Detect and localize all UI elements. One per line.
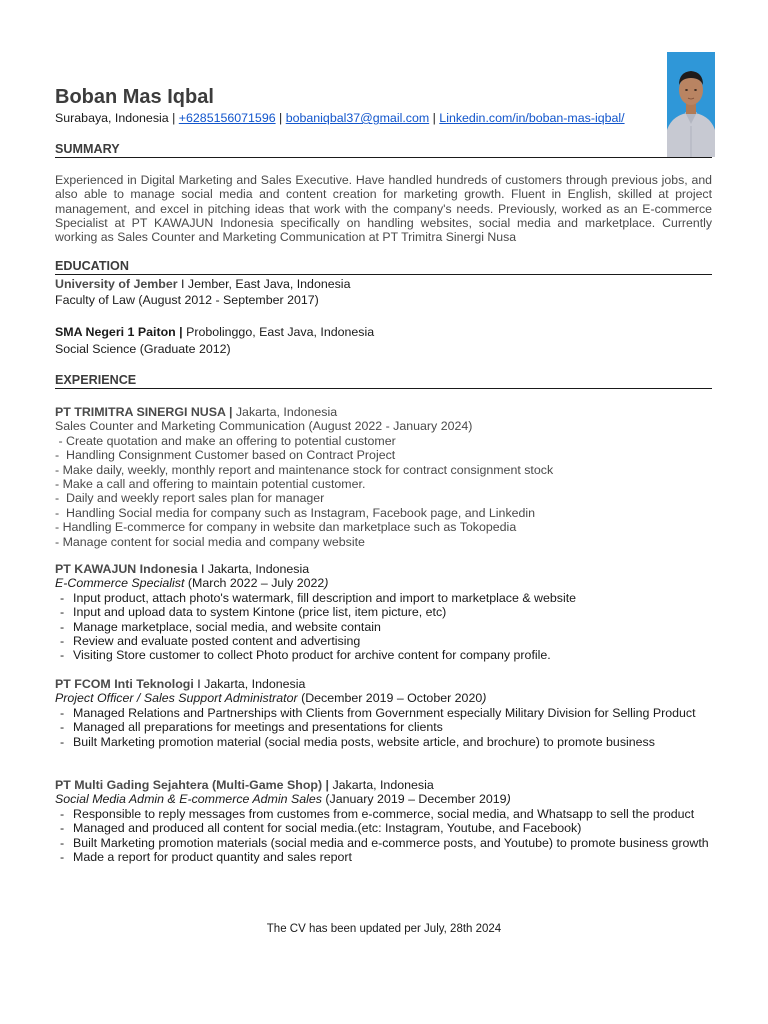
duty-item: - Responsible to reply messages from customes from e-commerce, social media, and Whatsapp to sell the product bbox=[55, 807, 718, 821]
duty-list bbox=[55, 591, 735, 663]
job-role: Sales Counter and Marketing Communication (August 2022 - January 2024) bbox=[55, 419, 473, 434]
role-line bbox=[55, 792, 735, 806]
education-entry bbox=[55, 325, 735, 357]
title-separator: I bbox=[177, 277, 188, 291]
role-line bbox=[55, 576, 735, 590]
company-name: PT TRIMITRA SINERGI NUSA bbox=[55, 405, 226, 419]
company-place: Jakarta, Indonesia bbox=[204, 677, 306, 691]
job-role: E-Commerce Specialist bbox=[55, 576, 185, 591]
school-name: University of Jember bbox=[55, 277, 178, 291]
job-dates: (December 2019 – October 2020 bbox=[297, 691, 483, 706]
company-line bbox=[55, 405, 735, 419]
dates-close: ) bbox=[324, 576, 329, 591]
company-line bbox=[55, 778, 735, 792]
school-name: SMA Negeri 1 Paiton bbox=[55, 325, 176, 339]
contact-separator: | bbox=[275, 111, 286, 125]
duty-item: - Manage marketplace, social media, and website contain bbox=[55, 620, 718, 634]
dates-close: ) bbox=[482, 691, 487, 706]
school-place: Probolinggo, East Java, Indonesia bbox=[186, 325, 375, 339]
duty-item: - Daily and weekly report sales plan for manager bbox=[55, 491, 325, 506]
title-separator: | bbox=[175, 325, 187, 339]
education-title-line bbox=[55, 277, 735, 291]
phone-link[interactable]: +6285156071596 bbox=[178, 111, 276, 125]
duty-item: - Built Marketing promotion material (social media posts, website article, and brochure) to promote business bbox=[55, 735, 718, 749]
job-dates: (January 2019 – December 2019 bbox=[321, 792, 507, 807]
company-place: Jakarta, Indonesia bbox=[235, 405, 338, 419]
company-place: Jakarta, Indonesia bbox=[207, 562, 310, 576]
duty-list bbox=[55, 706, 735, 749]
duty-item: - Review and evaluate posted content and advertising bbox=[55, 634, 718, 648]
experience-entry bbox=[55, 778, 735, 864]
education-detail: Social Science (Graduate 2012) bbox=[55, 342, 231, 357]
duty-list bbox=[55, 807, 735, 865]
duty-item: - Handling E-commerce for company in website dan marketplace such as Tokopedia bbox=[55, 520, 517, 535]
duty-item: - Handling Consignment Customer based on Contract Project bbox=[55, 448, 396, 463]
company-place: Jakarta, Indonesia bbox=[332, 778, 434, 792]
duty-item: - Make a call and offering to maintain potential customer. bbox=[55, 477, 366, 492]
duty-item: - Manage content for social media and company website bbox=[55, 534, 365, 549]
duty-item: - Made a report for product quantity and sales report bbox=[55, 850, 718, 864]
summary-heading: SUMMARY bbox=[55, 142, 712, 158]
experience-entry bbox=[55, 677, 735, 749]
company-line bbox=[55, 562, 735, 576]
title-separator: | bbox=[225, 405, 236, 419]
location-text: Surabaya, Indonesia bbox=[55, 111, 169, 125]
email-link[interactable]: bobaniqbal37@gmail.com bbox=[285, 111, 430, 125]
company-name: PT KAWAJUN Indonesia bbox=[55, 562, 198, 576]
experience-entry bbox=[55, 562, 735, 663]
dates-close: ) bbox=[506, 792, 511, 807]
candidate-name: Boban Mas Iqbal bbox=[55, 86, 214, 108]
contact-separator: | bbox=[429, 111, 440, 125]
job-role: Social Media Admin & E-commerce Admin Sales bbox=[55, 792, 322, 807]
experience-heading: EXPERIENCE bbox=[55, 373, 712, 389]
cv-updated-note: The CV has been updated per July, 28th 2024 bbox=[266, 923, 502, 935]
summary-text: Experienced in Digital Marketing and Sales Executive. Have handled hundreds of customers through previous jobs, and also able to manage social media and content creation for marketing growth. Fluent in English, skilled at project management, and excel in pitching ideas that work with the company's needs. Previously, worked as an E-commerce Specialist at PT KAWAJUN Indonesia specifically on handling websites, social media and marketplace. Currently working as Sales Counter and Marketing Communication at PT Trimitra Sinergi Nusa bbox=[55, 173, 712, 245]
school-place: Jember, East Java, Indonesia bbox=[187, 277, 351, 291]
job-role: Project Officer / Sales Support Administrator bbox=[55, 691, 298, 706]
company-line bbox=[55, 677, 735, 691]
title-separator: I bbox=[197, 562, 208, 576]
duty-item: - Handling Social media for company such as Instagram, Facebook page, and Linkedin bbox=[55, 505, 536, 520]
education-heading: EDUCATION bbox=[55, 259, 712, 275]
education-entry bbox=[55, 277, 735, 308]
contact-separator: | bbox=[168, 111, 179, 125]
duty-item: - Managed and produced all content for social media.(etc: Instagram, Youtube, and Facebook) bbox=[55, 821, 718, 835]
duty-item: - Input and upload data to system Kintone (price list, item picture, etc) bbox=[55, 605, 718, 619]
company-name: PT Multi Gading Sejahtera (Multi-Game Shop) bbox=[55, 778, 323, 792]
duty-item: - Create quotation and make an offering to potential customer bbox=[55, 433, 396, 448]
role-line bbox=[55, 691, 735, 705]
contact-line bbox=[55, 110, 625, 126]
duty-item: - Managed all preparations for meetings and presentations for clients bbox=[55, 720, 718, 734]
title-separator: | bbox=[322, 778, 333, 792]
title-separator: I bbox=[193, 677, 205, 691]
company-name: PT FCOM Inti Teknologi bbox=[55, 677, 194, 691]
education-detail: Faculty of Law (August 2012 - September 2017) bbox=[55, 293, 319, 308]
duty-item: - Built Marketing promotion materials (social media and e-commerce posts, and Youtube) to promote business growth bbox=[55, 836, 718, 850]
linkedin-link[interactable]: Linkedin.com/in/boban-mas-iqbal/ bbox=[439, 111, 625, 125]
job-dates: (March 2022 – July 2022 bbox=[184, 576, 325, 591]
duty-item: - Input product, attach photo's watermark, fill description and import to marketplace & website bbox=[55, 591, 718, 605]
duty-item: - Managed Relations and Partnerships with Clients from Government especially Military Division for Selling Product bbox=[55, 706, 718, 720]
duty-item: - Visiting Store customer to collect Photo product for archive content for company profile. bbox=[55, 648, 718, 662]
education-title-line bbox=[55, 325, 735, 339]
experience-entry bbox=[55, 405, 735, 549]
duty-item: - Make daily, weekly, monthly report and maintenance stock for contract consignment stock bbox=[55, 462, 554, 477]
